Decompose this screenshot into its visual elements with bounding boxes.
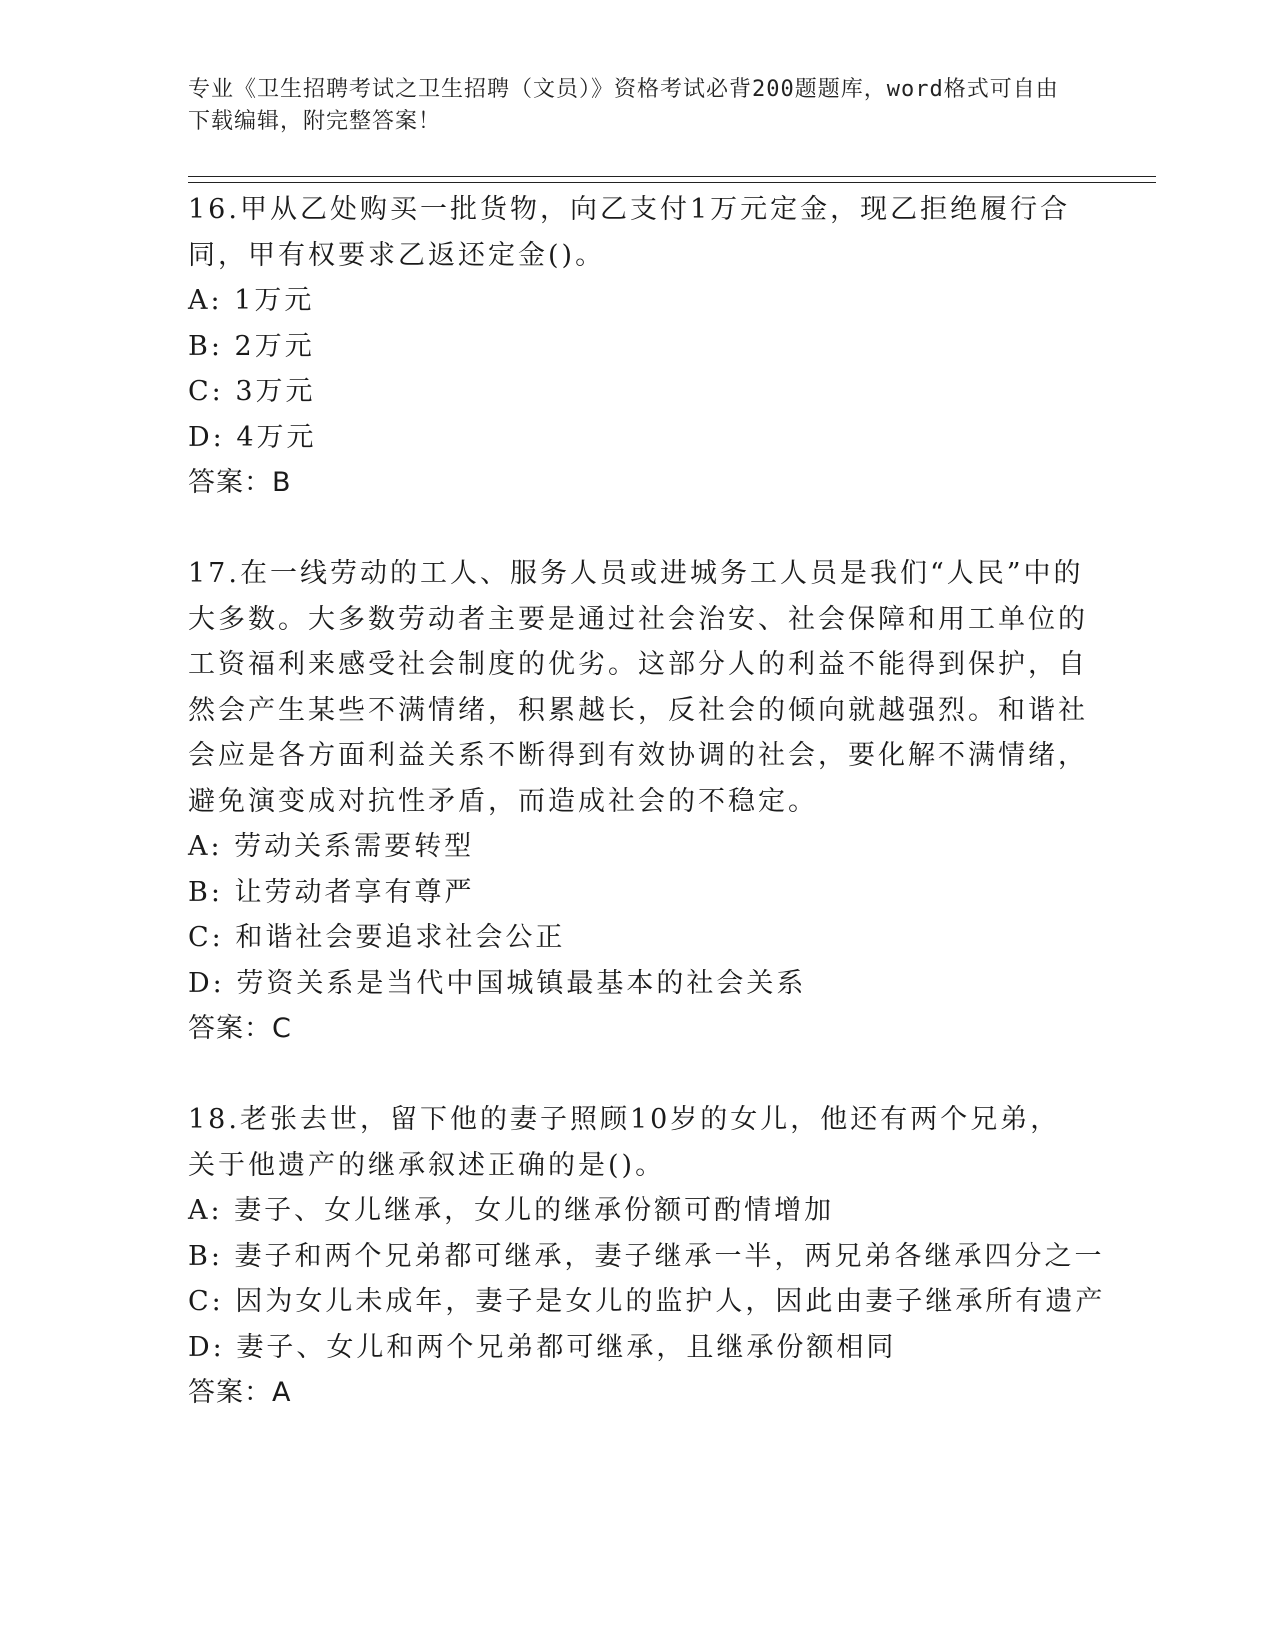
option-b: B: 2万元 [188, 330, 315, 362]
answer-line: 答案：A [188, 1377, 292, 1408]
header-divider-top [188, 176, 1156, 177]
option-a: A: 1万元 [188, 285, 315, 316]
question-stem: 18.老张去世，留下他的妻子照顾10岁的女儿，他还有两个兄弟，关于他遗产的继承叙述正确的是()。 [188, 1104, 1061, 1181]
option-d: D: 妻子、女儿和两个兄弟都可继承，且继承份额相同 [188, 1331, 897, 1363]
question-stem: 17.在一线劳动的工人、服务人员或进城务工人员是我们“人民”中的大多数。大多数劳动者主要是通过社会治安、社会保障和用工单位的工资福利来感受社会制度的优劣。这部分人的利益不能得到保护，自然会产生某些不满情绪，积累越长，反社会的倾向就越强烈。和谐社会应是各方面利益关系不断得到有效协调的社会，要化解不满情绪，避免演变成对抗性矛盾，而造成社会的不稳定。 [188, 558, 1088, 817]
question-17 [188, 551, 1088, 1051]
option-d: D: 劳资关系是当代中国城镇最基本的社会关系 [188, 967, 807, 999]
option-c: C: 和谐社会要追求社会公正 [188, 922, 566, 953]
answer-line: 答案：C [188, 1013, 292, 1044]
document-header: 专业《卫生招聘考试之卫生招聘（文员）》资格考试必背200题题库，word格式可自由下载编辑，附完整答案！ [188, 77, 1059, 134]
answer-line: 答案：B [188, 467, 292, 498]
option-a: A: 劳动关系需要转型 [188, 831, 475, 862]
option-c: C: 3万元 [188, 376, 316, 407]
option-c: C: 因为女儿未成年，妻子是女儿的监护人，因此由妻子继承所有遗产 [188, 1286, 1106, 1317]
question-stem: 16.甲从乙处购买一批货物，向乙支付1万元定金，现乙拒绝履行合同，甲有权要求乙返还定金()。 [188, 194, 1071, 271]
question-16 [188, 187, 1088, 505]
option-b: B: 让劳动者享有尊严 [188, 876, 475, 908]
option-a: A: 妻子、女儿继承，女儿的继承份额可酌情增加 [188, 1195, 835, 1226]
option-b: B: 妻子和两个兄弟都可继承，妻子继承一半，两兄弟各继承四分之一 [188, 1240, 1105, 1272]
question-18 [188, 1097, 1106, 1415]
option-d: D: 4万元 [188, 421, 317, 453]
header-divider-bottom [188, 182, 1156, 183]
